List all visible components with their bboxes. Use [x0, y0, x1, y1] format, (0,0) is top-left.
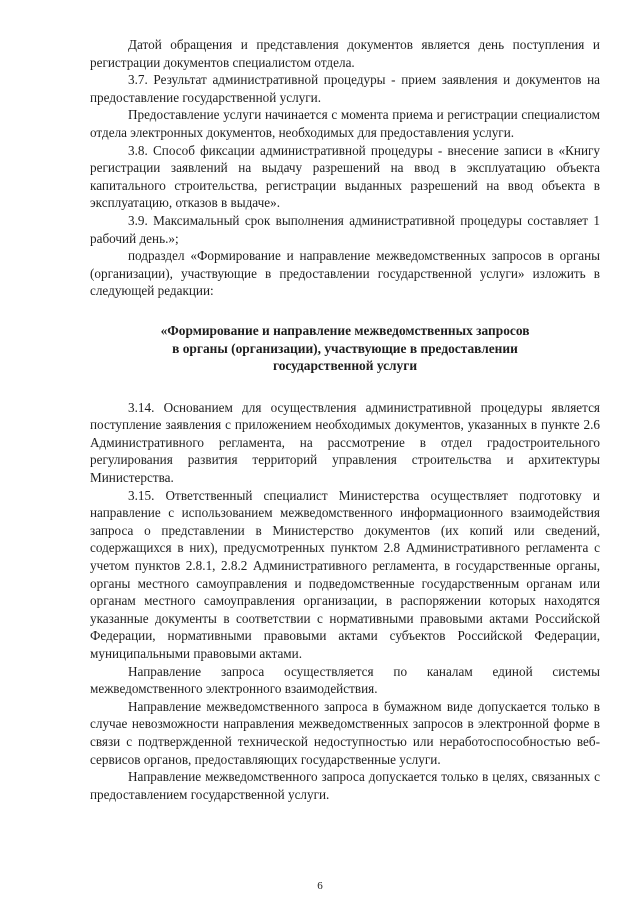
paragraph: подраздел «Формирование и направление межведомственных запросов в органы (организации), участвующие в предоставлении государственной услуги» изложить в следующей редакции:	[90, 248, 600, 299]
section-heading-line: в органы (организации), участвующие в предоставлении	[172, 340, 518, 356]
paragraph: Предоставление услуги начинается с момента приема и регистрации специалистом отдела электронных документов, необходимых для предоставления услуги.	[90, 107, 600, 140]
section-heading-line: государственной услуги	[272, 358, 418, 374]
paragraph: 3.15. Ответственный специалист Министерства осуществляет подготовку и направление с использованием межведомственного информационного взаимодействия запроса о представлении в Министерство документов (их копий или сведений, содержащихся в них), предусмотренных пунктом 2.8 Административного регламента с учетом пунктов 2.8.1, 2.8.2 Административного регламента, в государственные органы, органы местного самоуправления и подведомственные государственным органам или органам местного самоуправления организации, в распоряжении которых находятся указанные документы в соответствии с нормативными правовыми актами Российской Федерации, нормативными правовыми актами субъектов Российской Федерации, муниципальными правовыми актами.	[90, 487, 600, 661]
page-number: 6	[317, 880, 323, 892]
paragraph: Направление межведомственного запроса в бумажном виде допускается только в случае невозможности направления межведомственных запросов в электронной форме в связи с подтвержденной технической недоступностью или неработоспособностью веб-сервисов органов, предоставляющих государственные услуги.	[90, 698, 600, 767]
section-heading	[90, 322, 600, 375]
paragraph: Направление межведомственного запроса допускается только в целях, связанных с предоставлением государственной услуги.	[90, 769, 600, 802]
body-text-bottom	[90, 399, 600, 804]
paragraph: 3.8. Способ фиксации административной процедуры - внесение записи в «Книгу регистрации заявлений на выдачу разрешений на ввод в эксплуатацию объекта капитального строительства, регистрации выданных разрешений на ввод объекта в эксплуатацию, отказов в выдаче».	[90, 142, 600, 211]
body-text-top	[90, 36, 600, 300]
paragraph: 3.9. Максимальный срок выполнения административной процедуры составляет 1 рабочий день.»;	[90, 212, 600, 246]
paragraph: Датой обращения и представления документов является день поступления и регистрации документов специалистом отдела.	[90, 37, 600, 70]
section-heading-line: «Формирование и направление межведомственных запросов	[160, 322, 530, 338]
paragraph: Направление запроса осуществляется по каналам единой системы межведомственного электронного взаимодействия.	[90, 663, 600, 697]
paragraph: 3.14. Основанием для осуществления административной процедуры является поступление заявления с приложением необходимых документов, указанных в пункте 2.6 Административного регламента, на рассмотрение в отдел градостроительного регулирования развития территорий управления строительства и архитектуры Министерства.	[90, 399, 600, 486]
paragraph: 3.7. Результат административной процедуры - прием заявления и документов на предоставление государственной услуги.	[90, 72, 600, 105]
